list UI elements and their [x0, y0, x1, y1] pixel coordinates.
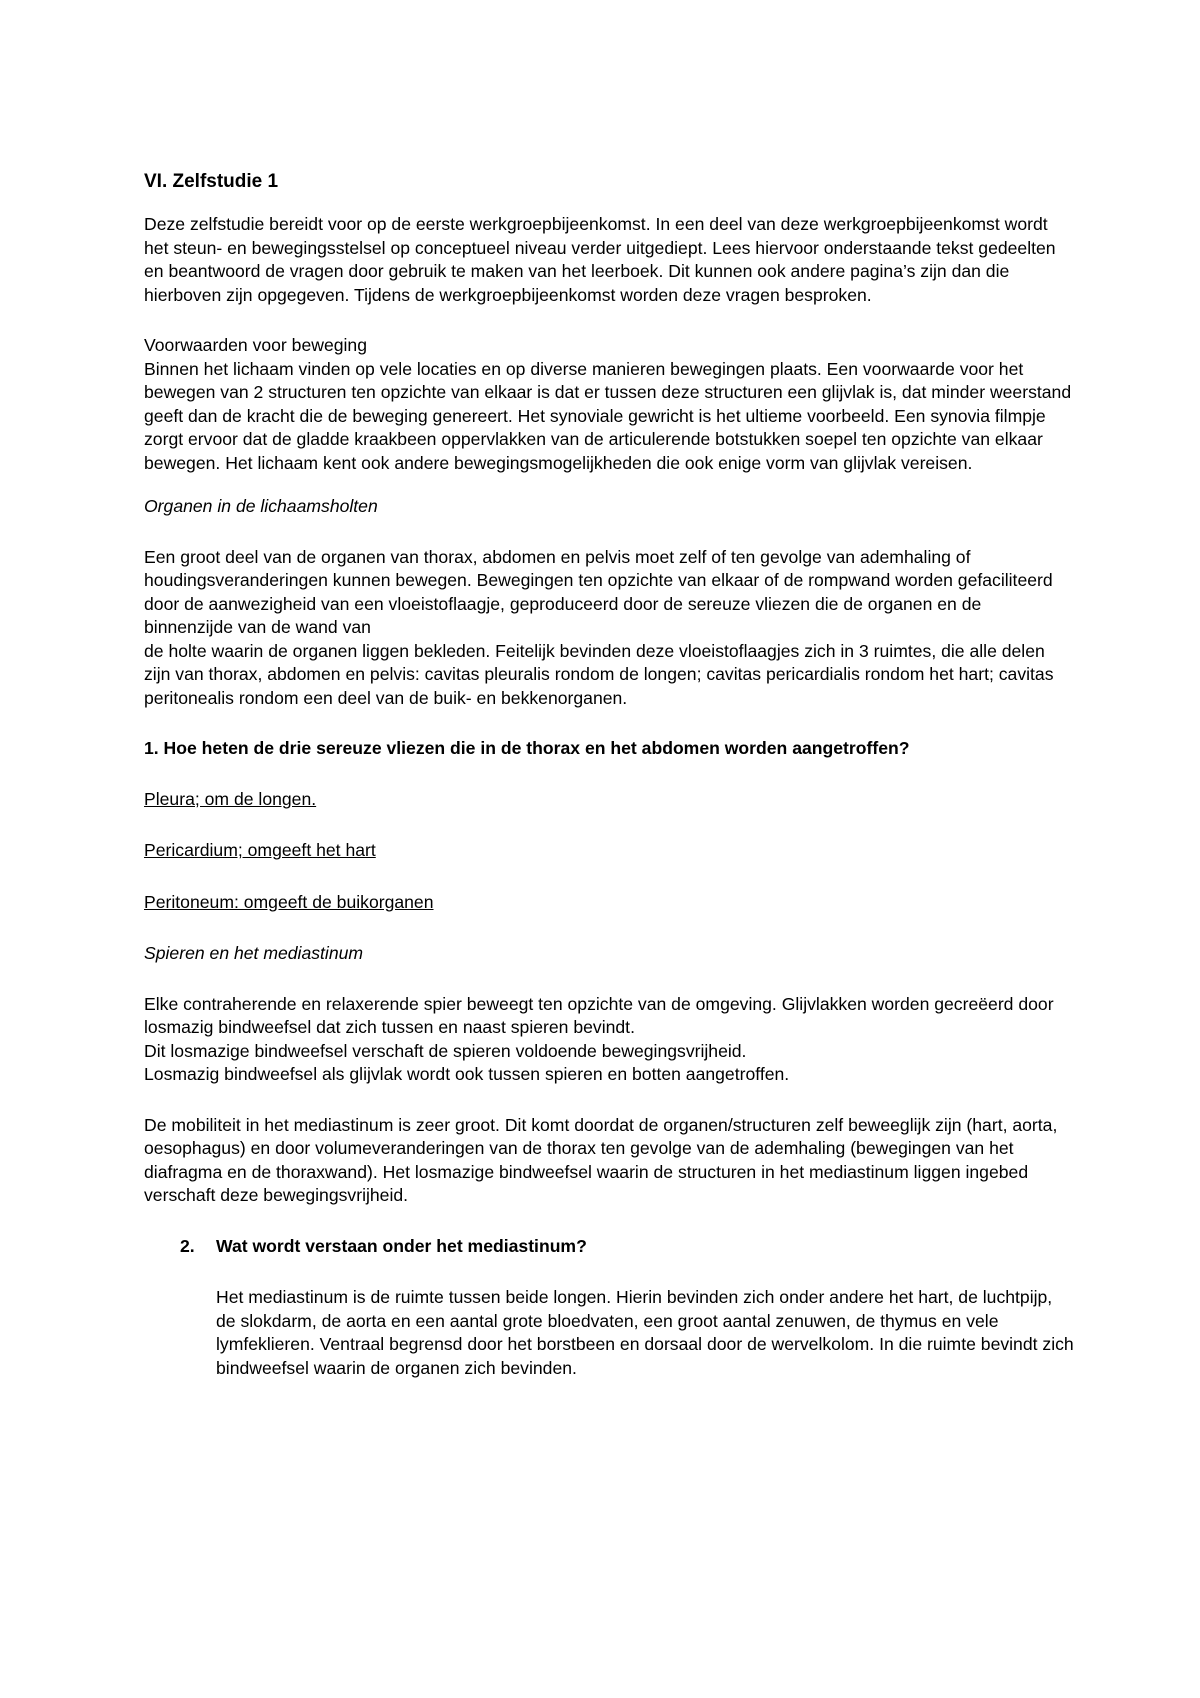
- question-2-text: Wat wordt verstaan onder het mediastinum?: [216, 1235, 587, 1256]
- question-2: [180, 1235, 1074, 1259]
- section-heading-spieren: Spieren en het mediastinum: [144, 943, 364, 963]
- section-heading-beweging: Voorwaarden voor beweging: [144, 335, 368, 355]
- section-body-organen-part1: Een groot deel van de organen van thorax, abdomen en pelvis moet zelf of ten gevolge van ademhaling of houdingsveranderingen kunnen bewegen. Bewegingen ten opzichte van elkaar of de rompwand worden gefaciliteerd door de aanwezigheid van een vloeistoflaagje, geproduceerd door de sereuze vliezen die de organen en de binnenzijde van de wand van: [144, 546, 1053, 637]
- page-title: VI. Zelfstudie 1: [144, 171, 279, 192]
- section-body-spieren-line2: Dit losmazige bindweefsel verschaft de spieren voldoende bewegingsvrijheid.: [144, 1040, 747, 1061]
- document-page: [144, 170, 1074, 1380]
- answer-peritoneum: Peritoneum: omgeeft de buikorganen: [144, 891, 434, 912]
- answer-mediastinum: Het mediastinum is de ruimte tussen beide longen. Hierin bevinden zich onder andere het hart, de luchtpijp, de slokdarm, de aorta en een aantal grote bloedvaten, een groot aantal zenuwen, de thymus en vele lymfeklieren. Ventraal begrensd door het borstbeen en dorsaal door de wervelkolom. In die ruimte bevindt zich bindweefsel waarin de organen zich bevinden.: [216, 1287, 1074, 1378]
- answer-pleura: Pleura; om de longen.: [144, 788, 317, 809]
- intro-paragraph: Deze zelfstudie bereidt voor op de eerste werkgroepbijeenkomst. In een deel van deze werkgroepbijeenkomst wordt het steun- en bewegingsstelsel op conceptueel niveau verder uitgediept. Lees hiervoor onderstaande tekst gedeelten en beantwoord de vragen door gebruik te maken van het leerboek. Dit kunnen ook andere pagina’s zijn dan die hierboven zijn opgegeven. Tijdens de werkgroepbijeenkomst worden deze vragen besproken.: [144, 214, 1056, 305]
- question-2-number: 2.: [180, 1235, 195, 1256]
- section-body-mediastinum: De mobiliteit in het mediastinum is zeer groot. Dit komt doordat de organen/structuren zelf beweeglijk zijn (hart, aorta, oesophagus) en door volumeveranderingen van de thorax ten gevolge van de ademhaling (bewegingen van het diafragma en de thoraxwand). Het losmazige bindweefsel waarin de structuren in het mediastinum liggen ingebed verschaft deze bewegingsvrijheid.: [144, 1114, 1058, 1205]
- section-heading-organen: Organen in de lichaamsholten: [144, 496, 378, 516]
- answer-pericardium: Pericardium; omgeeft het hart: [144, 840, 376, 860]
- section-body-spieren-line1: Elke contraherende en relaxerende spier beweegt ten opzichte van de omgeving. Glijvlakken worden gecreëerd door losmazig bindweefsel dat zich tussen en naast spieren bevindt.: [144, 993, 1054, 1037]
- section-body-beweging: Binnen het lichaam vinden op vele locaties en op diverse manieren bewegingen plaats. Een voorwaarde voor het bewegen van 2 structuren ten opzichte van elkaar is dat er tussen deze structuren een glijvlak is, dat minder weerstand geeft dan de kracht die de beweging genereert. Het synoviale gewricht is het ultieme voorbeeld. Een synovia filmpje zorgt ervoor dat de gladde kraakbeen oppervlakken van de articulerende botstukken soepel ten opzichte van elkaar bewegen. Het lichaam kent ook andere bewegingsmogelijkheden die ook enige vorm van glijvlak vereisen.: [144, 358, 1072, 473]
- question-1: 1. Hoe heten de drie sereuze vliezen die in de thorax en het abdomen worden aangetroffen?: [144, 738, 910, 758]
- section-body-organen-part2: de holte waarin de organen liggen bekleden. Feitelijk bevinden deze vloeistoflaagjes zich in 3 ruimtes, die alle delen zijn van thorax, abdomen en pelvis: cavitas pleuralis rondom de longen; cavitas pericardialis rondom het hart; cavitas peritonealis rondom een deel van de buik- en bekkenorganen.: [144, 640, 1054, 708]
- section-body-spieren-line3: Losmazig bindweefsel als glijvlak wordt ook tussen spieren en botten aangetroffen.: [144, 1064, 790, 1084]
